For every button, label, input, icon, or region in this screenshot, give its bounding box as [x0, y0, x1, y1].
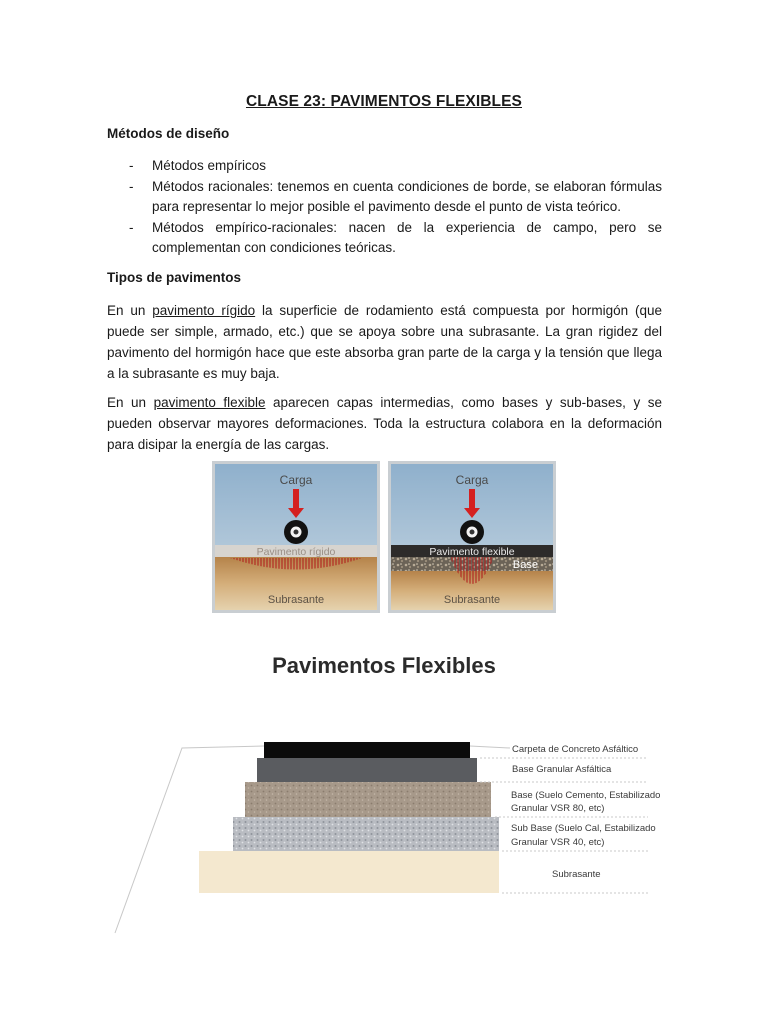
layer-label: Granular VSR 80, etc)	[511, 803, 605, 814]
layer-label: Base (Suelo Cemento, Estabilizado	[511, 790, 661, 801]
paragraph-rigid	[107, 300, 662, 384]
layer-label: Subrasante	[552, 869, 601, 880]
layer-label: Carpeta de Concreto Asfáltico	[512, 744, 639, 755]
page-title: CLASE 23: PAVIMENTOS FLEXIBLES	[245, 93, 522, 110]
rigid-pavement-panel	[212, 461, 380, 613]
layer-asphalt-granular-base	[257, 758, 477, 782]
list-item	[107, 218, 662, 259]
bullet-dash: -	[129, 178, 134, 194]
layer-subbase	[233, 817, 499, 851]
load-label: Carga	[455, 473, 489, 487]
term-flexible-pavement: pavimento flexible	[153, 395, 266, 410]
section-heading-methods: Métodos de diseño	[107, 126, 230, 141]
load-label: Carga	[279, 473, 313, 487]
figure-title: Pavimentos Flexibles	[272, 653, 496, 678]
layer-label: Sub Base (Suelo Cal, Estabilizado	[511, 823, 656, 834]
list-item	[107, 156, 662, 177]
section-heading-types: Tipos de pavimentos	[107, 270, 242, 285]
methods-list	[107, 156, 662, 259]
bullet-dash: -	[129, 158, 134, 173]
layer-label: Granular VSR 40, etc)	[511, 837, 605, 848]
flexible-pavement-panel	[388, 461, 556, 613]
list-item	[107, 177, 662, 218]
layer-asphalt-carpet	[264, 742, 470, 758]
flexible-layers-figure	[100, 730, 680, 940]
layer-base	[245, 782, 491, 817]
bullet-dash: -	[129, 219, 134, 235]
layer-label: Pavimento rígido	[256, 546, 336, 558]
list-item-text: Métodos empírico-racionales: nacen de la experiencia de campo, pero se complementan con condiciones teóricas.	[152, 219, 662, 255]
subgrade-label: Subrasante	[267, 594, 325, 606]
wheel-icon	[460, 520, 484, 544]
paragraph-text: En un	[107, 303, 153, 318]
paragraph-text: En un	[107, 395, 154, 410]
paragraph-text: aparecen capas intermedias, como bases y sub-bases, y se pueden observar mayores deformaciones. Toda la estructura colabora en la deformación para disipar la energía de las cargas.	[107, 395, 663, 452]
layer-subgrade	[199, 851, 499, 893]
base-label: Base	[512, 559, 538, 571]
paragraph-text: la superficie de rodamiento está compuesta por hormigón (que puede ser simple, armado, etc.) que se apoya sobre una subrasante. La gran rigidez del pavimento del hormigón hace que este absorba gran parte de la carga y la tensión que llega a la subrasante es muy baja.	[107, 303, 662, 381]
layer-label: Pavimento flexible	[429, 546, 515, 558]
subgrade-label: Subrasante	[443, 594, 501, 606]
slope-line-right	[470, 746, 510, 748]
paragraph-flexible	[107, 392, 662, 455]
list-item-text: Métodos empíricos	[152, 158, 267, 173]
term-rigid-pavement: pavimento rígido	[152, 303, 256, 318]
pavement-comparison-figure	[212, 461, 556, 613]
layer-label: Base Granular Asfáltica	[512, 764, 612, 775]
wheel-icon	[284, 520, 308, 544]
list-item-text: Métodos racionales: tenemos en cuenta condiciones de borde, se elaboran fórmulas para representar lo mejor posible el pavimento desde el punto de vista teórico.	[152, 178, 662, 214]
